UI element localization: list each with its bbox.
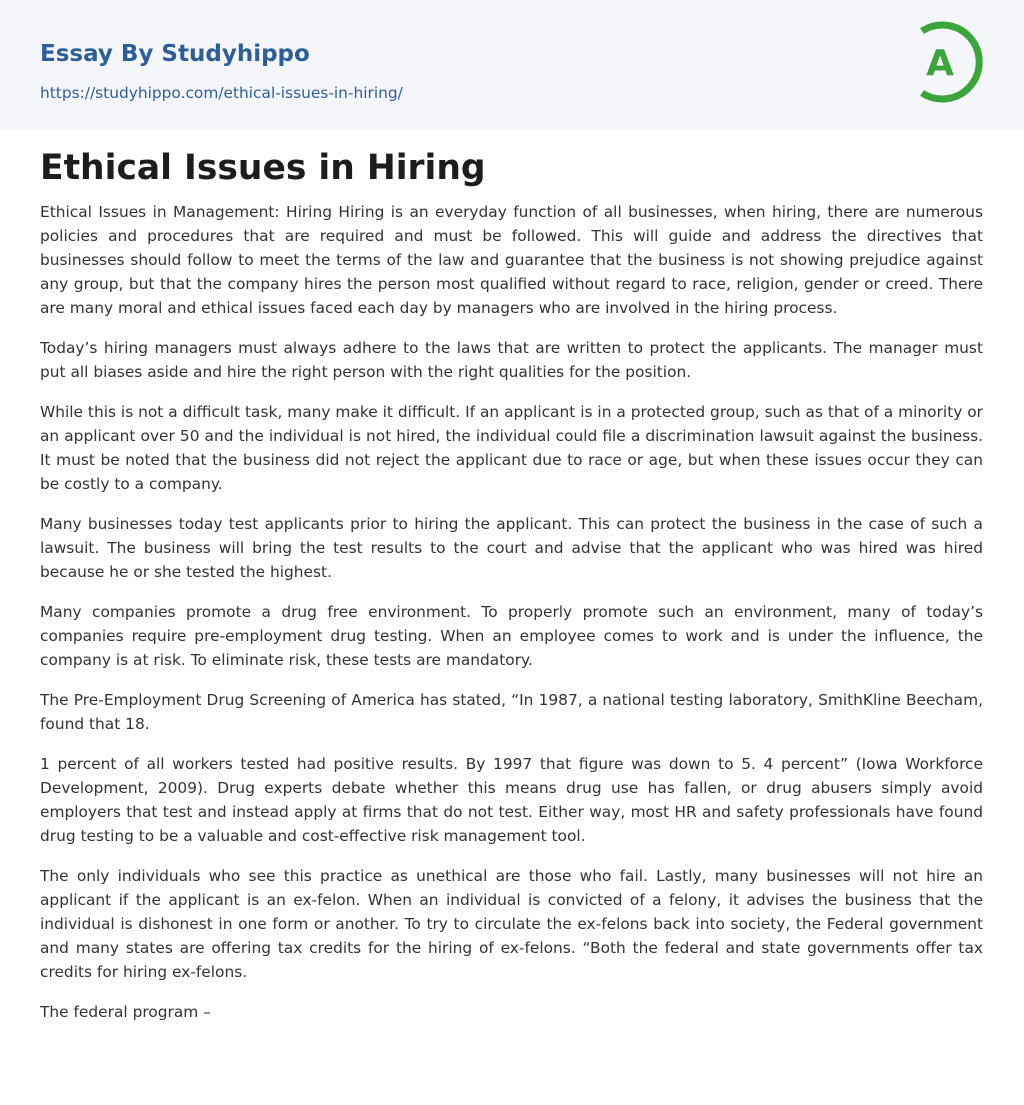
essay-paragraph: The Pre-Employment Drug Screening of America has stated, “In 1987, a national testing laboratory, SmithKline Beecham, found that 18. [40, 691, 983, 733]
essay-content [40, 146, 983, 1040]
site-title: Essay By Studyhippo [40, 41, 310, 67]
essay-paragraph: Many businesses today test applicants prior to hiring the applicant. This can protect the business in the case of such a lawsuit. The business will bring the test results to the court and advise that the applicant who was hired was hired because he or she tested the highest. [40, 515, 983, 581]
logo-letter: A [926, 43, 954, 84]
studyhippo-logo-icon [910, 18, 988, 106]
page-header [0, 0, 1024, 129]
essay-body [40, 200, 983, 1024]
essay-paragraph: Many companies promote a drug free environment. To properly promote such an environment, many of today’s companies require pre-employment drug testing. When an employee comes to work and is under the influence, the company is at risk. To eliminate risk, these tests are mandatory. [40, 603, 983, 669]
essay-paragraph: Ethical Issues in Management: Hiring Hiring is an everyday function of all businesses, when hiring, there are numerous policies and procedures that are required and must be followed. This will guide and address the directives that businesses should follow to meet the terms of the law and guarantee that the business is not showing prejudice against any group, but that the company hires the person most qualified without regard to race, religion, gender or creed. There are many moral and ethical issues faced each day by managers who are involved in the hiring process. [40, 203, 983, 317]
essay-paragraph: The only individuals who see this practice as unethical are those who fail. Lastly, many businesses will not hire an applicant if the applicant is an ex-felon. When an individual is convicted of a felony, it advises the business that the individual is dishonest in one form or another. To try to circulate the ex-felons back into society, the Federal government and many states are offering tax credits for the hiring of ex-felons. “Both the federal and state governments offer tax credits for hiring ex-felons. [40, 867, 983, 981]
essay-paragraph: The federal program – [40, 1003, 211, 1021]
essay-paragraph: 1 percent of all workers tested had positive results. By 1997 that figure was down to 5. 4 percent” (Iowa Workforce Development, 2009). Drug experts debate whether this means drug use has fallen, or drug abusers simply avoid employers that test and instead apply at firms that do not test. Either way, most HR and safety professionals have found drug testing to be a valuable and cost-effective risk management tool. [40, 755, 983, 845]
essay-paragraph: Today’s hiring managers must always adhere to the laws that are written to protect the applicants. The manager must put all biases aside and hire the right person with the right qualities for the position. [40, 339, 983, 381]
essay-title: Ethical Issues in Hiring [40, 148, 486, 188]
source-url-link[interactable]: https://studyhippo.com/ethical-issues-in-hiring/ [40, 84, 403, 102]
essay-paragraph: While this is not a difficult task, many make it difficult. If an applicant is in a protected group, such as that of a minority or an applicant over 50 and the individual is not hired, the individual could file a discrimination lawsuit against the business. It must be noted that the business did not reject the applicant due to race or age, but when these issues occur they can be costly to a company. [40, 403, 983, 493]
